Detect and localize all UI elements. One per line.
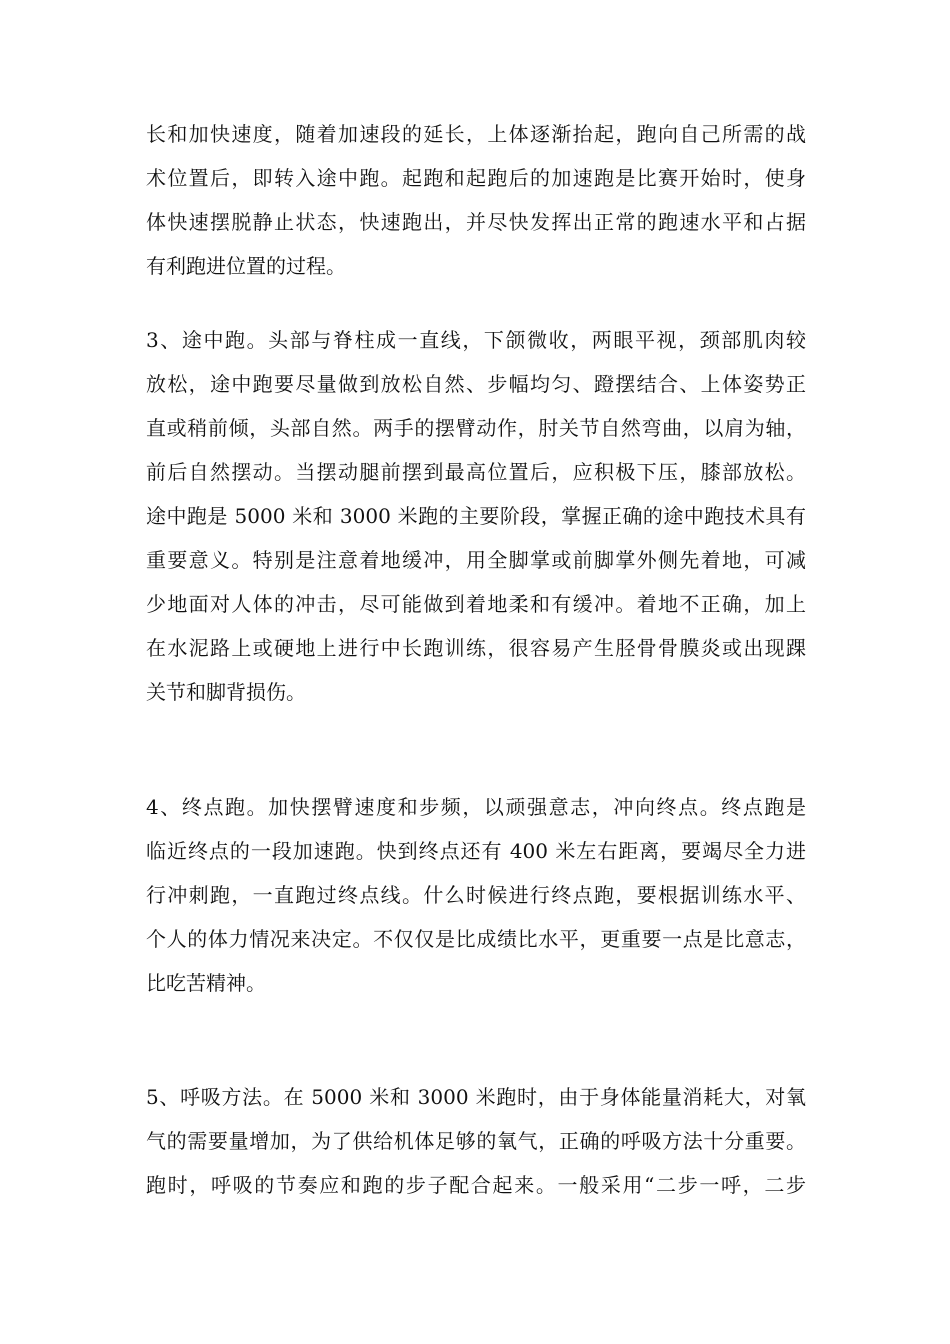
text-line: 直或稍前倾，头部自然。两手的摆臂动作，肘关节自然弯曲，以肩为轴， [146,416,806,440]
text-line: 途中跑是 5000 米和 3000 米跑的主要阶段，掌握正确的途中跑技术具有 [146,504,806,528]
paragraph-breathing-method [146,1075,806,1207]
text-line: 跑时，呼吸的节奏应和跑的步子配合起来。一般采用“二步一呼，二步 [146,1173,806,1197]
text-line: 比吃苦精神。 [146,971,266,995]
text-line: 放松，途中跑要尽量做到放松自然、步幅均匀、蹬摆结合、上体姿势正 [146,372,806,396]
text-line: 5、呼吸方法。在 5000 米和 3000 米跑时，由于身体能量消耗大，对氧 [146,1085,806,1109]
text-line: 体快速摆脱静止状态，快速跑出，并尽快发挥出正常的跑速水平和占据 [146,210,806,234]
text-line: 有利跑进位置的过程。 [146,254,346,278]
text-line: 气的需要量增加，为了供给机体足够的氧气，正确的呼吸方法十分重要。 [146,1129,806,1153]
text-line: 术位置后，即转入途中跑。起跑和起跑后的加速跑是比赛开始时，使身 [146,166,806,190]
text-line: 4、终点跑。加快摆臂速度和步频，以顽强意志，冲向终点。终点跑是 [146,795,806,819]
text-line: 在水泥路上或硬地上进行中长跑训练，很容易产生胫骨骨膜炎或出现踝 [146,636,806,660]
text-line: 3、途中跑。头部与脊柱成一直线，下颌微收，两眼平视，颈部肌肉较 [146,328,806,352]
paragraph-midway-running [146,318,806,714]
text-line: 临近终点的一段加速跑。快到终点还有 400 米左右距离，要竭尽全力进 [146,839,806,863]
text-line: 前后自然摆动。当摆动腿前摆到最高位置后，应积极下压，膝部放松。 [146,460,806,484]
text-line: 少地面对人体的冲击，尽可能做到着地柔和有缓冲。着地不正确，加上 [146,592,806,616]
text-line: 关节和脚背损伤。 [146,680,306,704]
text-line: 重要意义。特别是注意着地缓冲，用全脚掌或前脚掌外侧先着地，可减 [146,548,806,572]
paragraph-finish-running [146,785,806,1005]
text-line: 长和加快速度，随着加速段的延长，上体逐渐抬起，跑向自己所需的战 [146,122,806,146]
text-line: 个人的体力情况来决定。不仅仅是比成绩比水平，更重要一点是比意志， [146,927,806,951]
paragraph-acceleration [146,112,806,288]
text-line: 行冲刺跑，一直跑过终点线。什么时候进行终点跑，要根据训练水平、 [146,883,806,907]
